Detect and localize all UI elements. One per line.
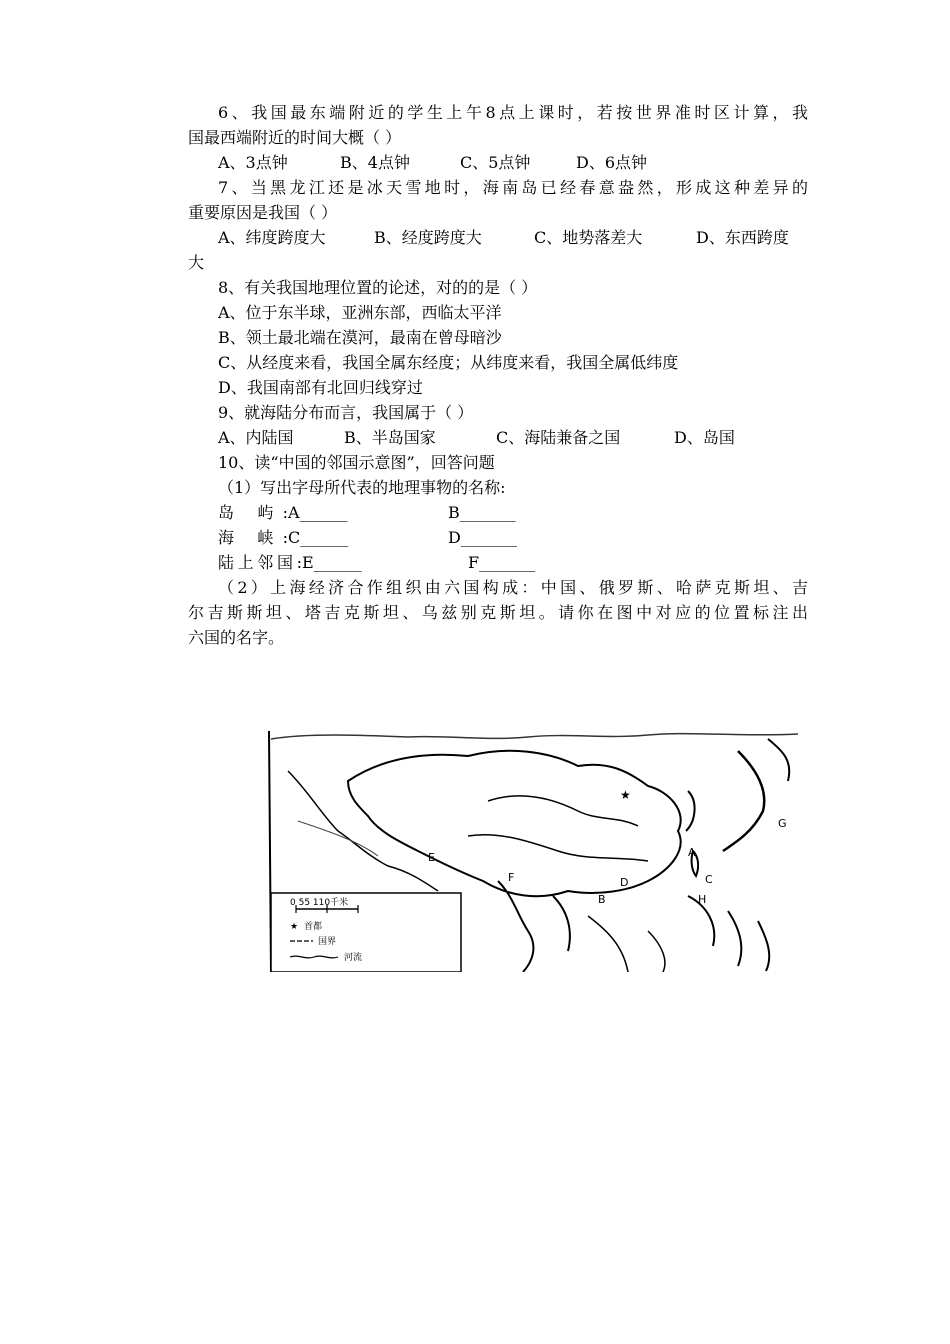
q8-stem: 8、有关我国地理位置的论述，对的的是（ ） bbox=[218, 278, 538, 297]
map-letter-h: H bbox=[698, 893, 707, 906]
scale-label: 0 55 110千米 bbox=[290, 898, 349, 908]
q8-option-a: A、位于东半球，亚洲东部，西临太平洋 bbox=[218, 303, 502, 322]
q6-line2: 国最西端附近的时间大概（ ） bbox=[188, 128, 402, 147]
q8-option-b: B、领土最北端在漠河，最南在曾母暗沙 bbox=[218, 328, 502, 347]
q10-stem: 10、读“中国的邻国示意图”，回答问题 bbox=[218, 453, 495, 472]
map-letter-g: G bbox=[778, 817, 787, 830]
q8-option-c: C、从经度来看，我国全属东经度；从纬度来看，我国全属低纬度 bbox=[218, 353, 679, 372]
label-neighbors: 陆上邻国: bbox=[218, 553, 302, 572]
q9-stem: 9、就海陆分布而言，我国属于（ ） bbox=[218, 403, 474, 422]
q6-line1: 6、我国最东端附近的学生上午8点上课时，若按世界准时区计算，我 bbox=[218, 103, 808, 122]
blank-e[interactable]: E______ bbox=[302, 553, 362, 572]
q9-option-a: A、内陆国 bbox=[218, 428, 294, 447]
q9-option-d: D、岛国 bbox=[674, 428, 735, 447]
q7-option-b: B、经度跨度大 bbox=[374, 228, 482, 247]
blank-c[interactable]: C______ bbox=[288, 528, 349, 547]
legend-capital: 首都 bbox=[304, 922, 323, 932]
legend-star-icon: ★ bbox=[290, 922, 299, 932]
q7-option-c: C、地势落差大 bbox=[534, 228, 643, 247]
map-letter-b: B bbox=[598, 893, 606, 906]
q7-option-a: A、纬度跨度大 bbox=[218, 228, 326, 247]
q6-option-b: B、4点钟 bbox=[340, 153, 410, 172]
map-letter-c: C bbox=[705, 873, 713, 886]
q6-option-a: A、3点钟 bbox=[218, 153, 288, 172]
q10-sub1: （1）写出字母所代表的地理事物的名称: bbox=[218, 478, 506, 497]
q9-option-c: C、海陆兼备之国 bbox=[496, 428, 621, 447]
neighbor-map bbox=[268, 731, 798, 972]
q9-options bbox=[218, 426, 735, 450]
q10-sub2-line3: 六国的名字。 bbox=[188, 628, 285, 647]
q10-sub2-line1: （2）上海经济合作组织由六国构成：中国、俄罗斯、哈萨克斯坦、吉 bbox=[218, 578, 808, 597]
map-letter-f: F bbox=[508, 871, 515, 884]
blank-d[interactable]: D_______ bbox=[448, 528, 517, 547]
label-islands: 岛 屿: bbox=[218, 503, 288, 522]
q7-line1: 7、当黑龙江还是冰天雪地时，海南岛已经春意盎然，形成这种差异的 bbox=[218, 178, 808, 197]
blank-f[interactable]: F_______ bbox=[468, 553, 536, 572]
q7-wrap: 大 bbox=[188, 253, 205, 272]
capital-star-icon: ★ bbox=[620, 788, 631, 802]
legend-border: 国界 bbox=[318, 937, 337, 947]
q8-option-d: D、我国南部有北回归线穿过 bbox=[218, 378, 423, 397]
q7-option-d: D、东西跨度 bbox=[696, 228, 789, 247]
blank-row-neighbors bbox=[218, 551, 535, 575]
q6-options bbox=[218, 151, 647, 175]
blank-b[interactable]: B_______ bbox=[448, 503, 516, 522]
q6-option-c: C、5点钟 bbox=[460, 153, 531, 172]
q10-sub2-line2: 尔吉斯斯坦、塔吉克斯坦、乌兹别克斯坦。请你在图中对应的位置标注出 bbox=[188, 603, 808, 622]
blank-a[interactable]: A______ bbox=[288, 503, 348, 522]
q6-option-d: D、6点钟 bbox=[576, 153, 648, 172]
map-letter-d: D bbox=[620, 876, 629, 889]
q9-option-b: B、半岛国家 bbox=[344, 428, 436, 447]
map-letter-a: A bbox=[688, 846, 696, 859]
blank-row-islands bbox=[218, 501, 516, 525]
q7-line2: 重要原因是我国（ ） bbox=[188, 203, 338, 222]
blank-row-straits bbox=[218, 526, 517, 550]
q7-options bbox=[218, 226, 789, 250]
map-letter-e: E bbox=[428, 851, 435, 864]
legend-river: 河流 bbox=[344, 953, 363, 963]
label-straits: 海 峡: bbox=[218, 528, 288, 547]
